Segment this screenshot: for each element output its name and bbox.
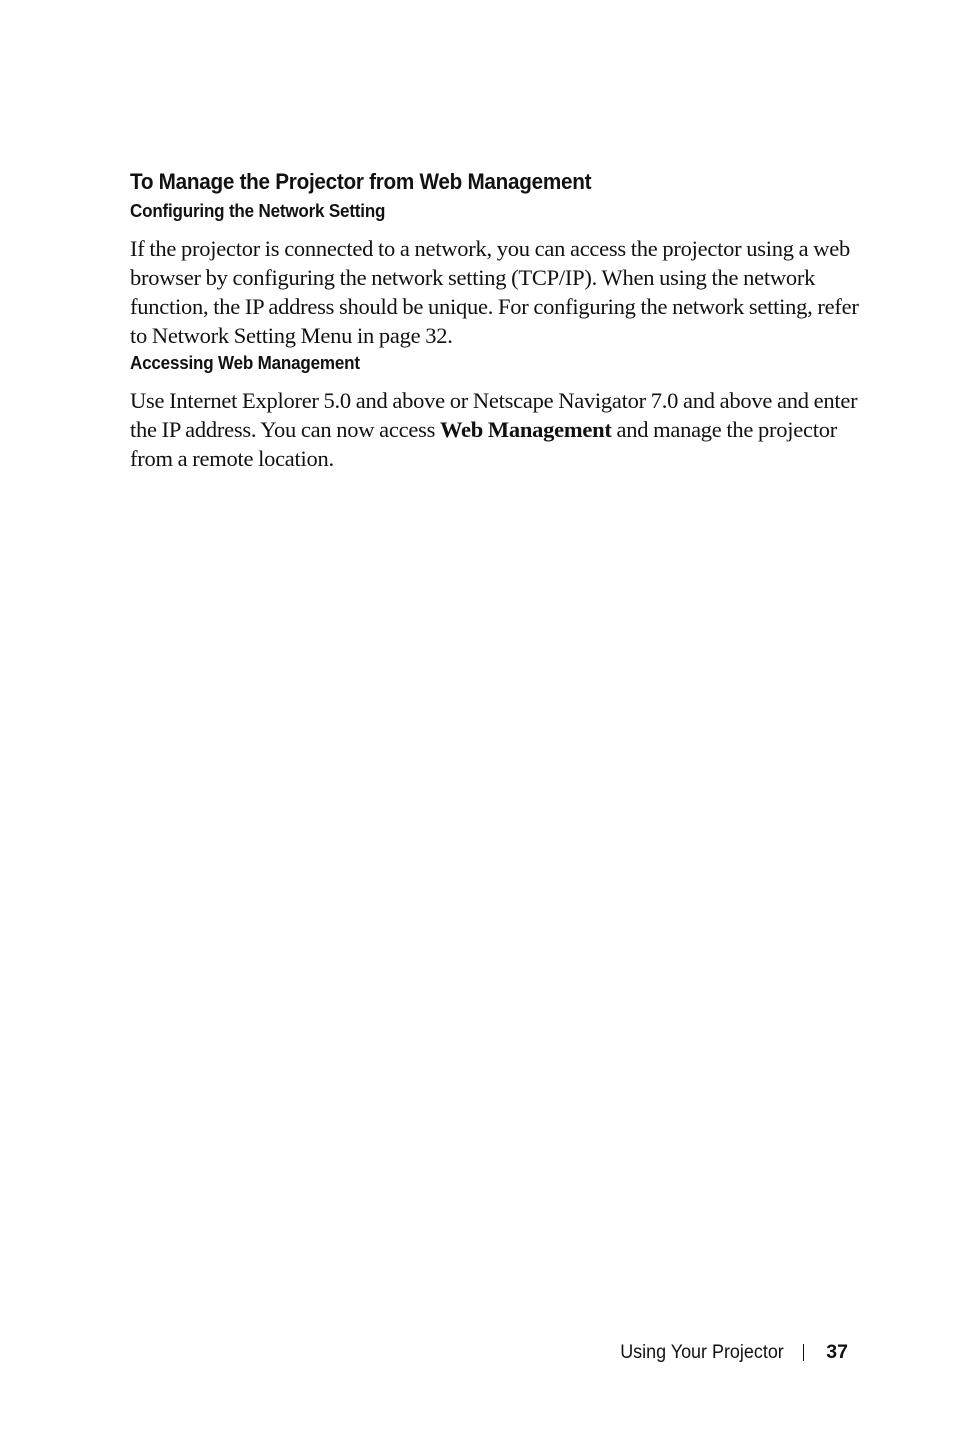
paragraph-network-setting: If the projector is connected to a network, you can access the projector using a web browser by configuring the network setting (TCP/IP). When using the network function, the IP address should be unique. For configuring the network setting, refer to Network Setting Menu in page 32.	[130, 236, 859, 348]
footer-divider	[803, 1344, 804, 1361]
web-management-emphasis: Web Management	[439, 417, 612, 442]
footer-section-title: Using Your Projector	[619, 1340, 784, 1363]
paragraph-text-after: and manage the projector from a remote location.	[130, 417, 837, 471]
section-heading-network-setting: Configuring the Network Setting	[130, 200, 386, 221]
page-footer	[606, 1337, 848, 1367]
page-heading: To Manage the Projector from Web Management	[130, 169, 592, 194]
paragraph-text-before: Use Internet Explorer 5.0 and above or Netscape Navigator 7.0 and above and enter the IP address. You can now access	[130, 388, 858, 442]
page-content	[130, 166, 870, 473]
section-heading-web-management: Accessing Web Management	[130, 352, 360, 373]
page-number: 37	[826, 1340, 848, 1363]
paragraph-web-management	[130, 386, 870, 473]
